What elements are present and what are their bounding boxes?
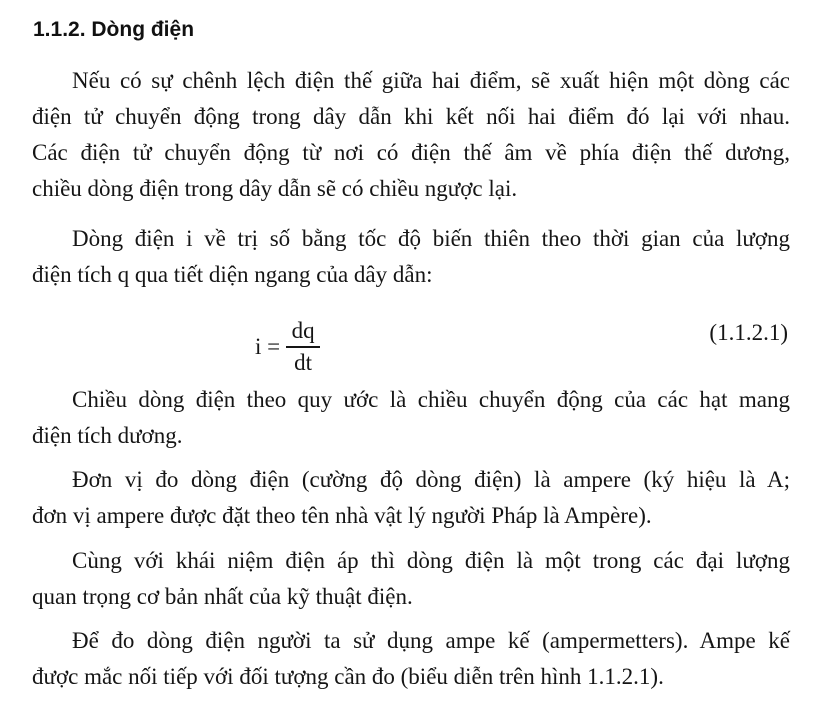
equation-number: (1.1.2.1) xyxy=(709,320,788,345)
paragraph-current-direction xyxy=(32,382,790,454)
text-line: quan trọng cơ bản nhất của kỹ thuật điện. xyxy=(32,584,413,609)
text-line: Đơn vị đo dòng điện (cường độ dòng điện) là ampere (ký hiệu là A; xyxy=(72,467,790,492)
text-line: Cùng với khái niệm điện áp thì dòng điện là một trong các đại lượng xyxy=(72,548,790,573)
text-line: điện tích q qua tiết diện ngang của dây dẫn: xyxy=(32,262,433,287)
text-line: Chiều dòng điện theo quy ước là chiều chuyển động của các hạt mang xyxy=(72,387,790,412)
text-line: chiều dòng điện trong dây dẫn sẽ có chiều ngược lại. xyxy=(32,176,518,201)
paragraph-current-definition xyxy=(32,221,790,293)
formula-fraction xyxy=(286,318,320,376)
text-line: Để đo dòng điện người ta sử dụng ampe kế (ampermetters). Ampe kế xyxy=(72,628,790,653)
section-heading: 1.1.2. Dòng điện xyxy=(33,18,195,41)
paragraph-importance xyxy=(32,543,790,615)
text-line: điện tử chuyển động trong dây dẫn khi kết nối hai điểm đó lại với nhau. xyxy=(32,104,790,129)
text-line: Nếu có sự chênh lệch điện thế giữa hai điểm, sẽ xuất hiện một dòng các xyxy=(72,68,790,93)
current-formula xyxy=(255,318,320,376)
text-line: đơn vị ampere được đặt theo tên nhà vật lý người Pháp là Ampère). xyxy=(32,503,652,528)
text-line: Dòng điện i về trị số bằng tốc độ biến thiên theo thời gian của lượng xyxy=(72,226,790,251)
text-line: Các điện tử chuyển động từ nơi có điện thế âm về phía điện thế dương, xyxy=(32,140,790,165)
text-line: được mắc nối tiếp với đối tượng cần đo (biểu diễn trên hình 1.1.2.1). xyxy=(32,664,664,689)
text-line: điện tích dương. xyxy=(32,423,183,448)
formula-lhs: i = xyxy=(255,333,281,359)
paragraph-potential-difference xyxy=(32,63,790,207)
formula-denominator: dt xyxy=(294,349,313,375)
formula-numerator: dq xyxy=(291,318,315,343)
paragraph-unit-ampere xyxy=(32,462,790,534)
paragraph-ammeter xyxy=(32,623,790,695)
